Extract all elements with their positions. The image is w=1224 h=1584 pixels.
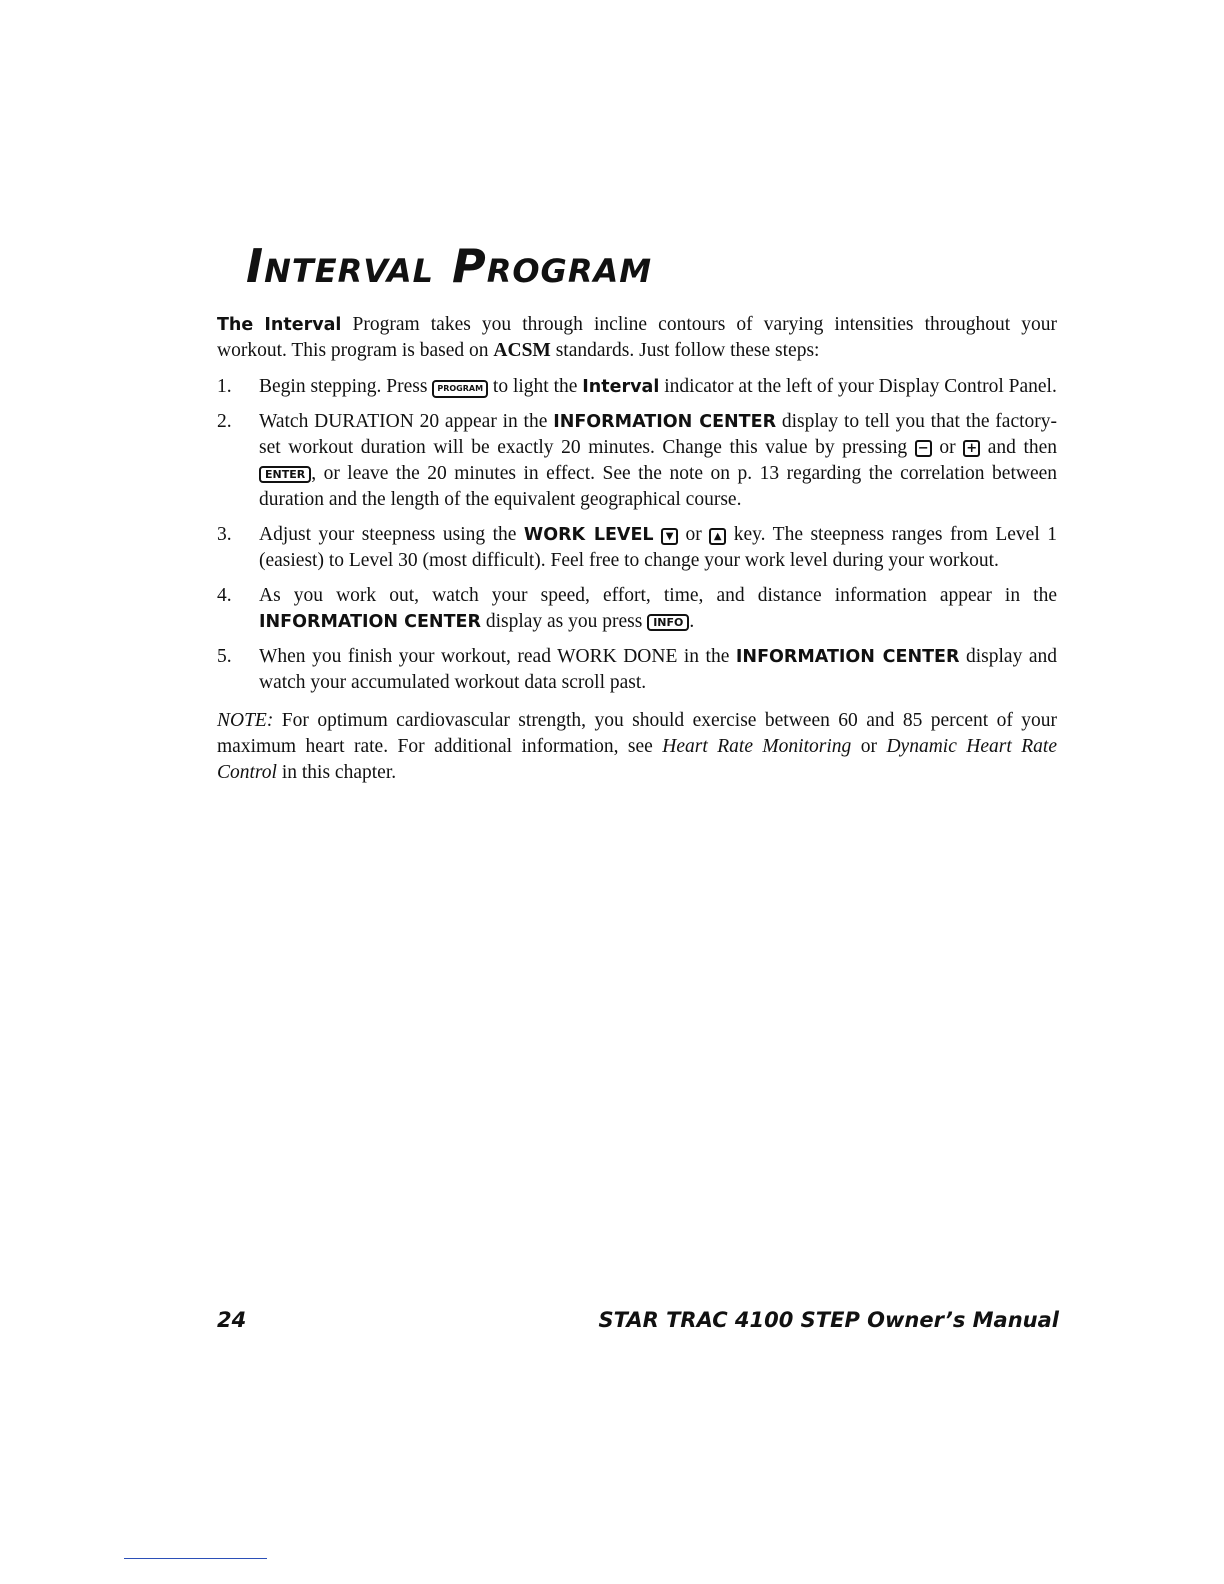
intro-text-2: standards. Just follow these steps:: [555, 340, 820, 361]
step-2-text-a: Watch DURATION 20 appear in the: [259, 411, 548, 432]
up-arrow-key-icon: ▲: [709, 528, 726, 545]
step-3-text-b: key. The steepness ranges from Level 1 (easiest) to Level 30 (most difficult). Feel free to change your work level during your workout.: [259, 524, 1057, 571]
interval-label: Interval: [582, 377, 660, 397]
note-or: or: [860, 736, 877, 757]
step-3-text-a: Adjust your steepness using the: [259, 524, 517, 545]
step-5-text-b: display and watch your accumulated workout data scroll past.: [259, 646, 1057, 693]
note-paragraph: [217, 708, 1057, 786]
title-word-interval: NTERVAL: [264, 252, 434, 290]
step-number: 3.: [217, 524, 232, 545]
information-center-label: INFORMATION CENTER: [553, 412, 777, 432]
information-center-label: INFORMATION CENTER: [259, 612, 481, 632]
step-3-or: or: [685, 524, 702, 545]
information-center-label: INFORMATION CENTER: [735, 647, 960, 667]
note-label: NOTE:: [217, 710, 274, 731]
step-5: [217, 644, 1057, 696]
step-1-text-c: indicator at the left of your Display Control Panel.: [664, 376, 1057, 397]
step-number: 1.: [217, 376, 232, 397]
page-number: 24: [217, 1308, 247, 1332]
step-number: 2.: [217, 411, 232, 432]
down-arrow-key-icon: ▼: [661, 528, 678, 545]
enter-key-icon: ENTER: [259, 466, 311, 483]
step-2: [217, 409, 1057, 513]
footnote-rule: [124, 1558, 267, 1559]
step-1: [217, 374, 1057, 400]
work-level-label: WORK LEVEL: [523, 525, 654, 545]
step-2-text-b: display to tell you that the factory-set workout duration will be exactly 20 minutes. Change this value by pressing: [259, 411, 1058, 458]
step-4-text-c: .: [689, 611, 695, 632]
step-2-text-d: , or leave the 20 minutes in effect. See the note on p. 13 regarding the correlation between duration and the length of the equivalent geographical course.: [259, 463, 1057, 510]
page-title: [246, 239, 653, 293]
step-2-text-c: and then: [987, 437, 1058, 458]
manual-title: STAR TRAC 4100 STEP Owner’s Manual: [598, 1308, 1059, 1332]
step-2-or: or: [939, 437, 956, 458]
program-key-icon: PROGRAM: [432, 380, 488, 398]
title-initial-i: I: [246, 239, 265, 293]
dynamic-heart-rate-control-ref: Dynamic Heart Rate Control: [217, 736, 1057, 783]
body-text: [217, 312, 1057, 786]
intro-acsm: ACSM: [493, 340, 551, 361]
intro-text-1: Program takes you through incline contours of varying intensities throughout your workout. This program is based on: [217, 314, 1057, 361]
step-4-text-a: As you work out, watch your speed, effort, time, and distance information appear in the: [259, 585, 1057, 606]
step-4: [217, 583, 1057, 635]
minus-key-icon: −: [915, 440, 932, 457]
plus-key-icon: +: [963, 440, 980, 457]
step-1-text-a: Begin stepping. Press: [259, 376, 428, 397]
step-3: [217, 522, 1057, 574]
title-word-program: ROGRAM: [486, 252, 653, 290]
step-1-text-b: to light the: [492, 376, 578, 397]
intro-interval: Interval: [264, 315, 342, 335]
steps-list: [217, 374, 1057, 696]
note-text-b: in this chapter.: [281, 762, 397, 783]
heart-rate-monitoring-ref: Heart Rate Monitoring: [662, 736, 852, 757]
info-key-icon: INFO: [647, 614, 689, 631]
step-4-text-b: display as you press: [485, 611, 643, 632]
intro-paragraph: [217, 312, 1057, 364]
step-number: 5.: [217, 646, 232, 667]
step-number: 4.: [217, 585, 232, 606]
title-initial-p: P: [451, 239, 487, 293]
note-text-a: For optimum cardiovascular strength, you should exercise between 60 and 85 percent of your maximum heart rate. For additional information, see: [217, 710, 1058, 757]
step-5-text-a: When you finish your workout, read WORK DONE in the: [259, 646, 730, 667]
intro-the: The: [217, 315, 254, 335]
